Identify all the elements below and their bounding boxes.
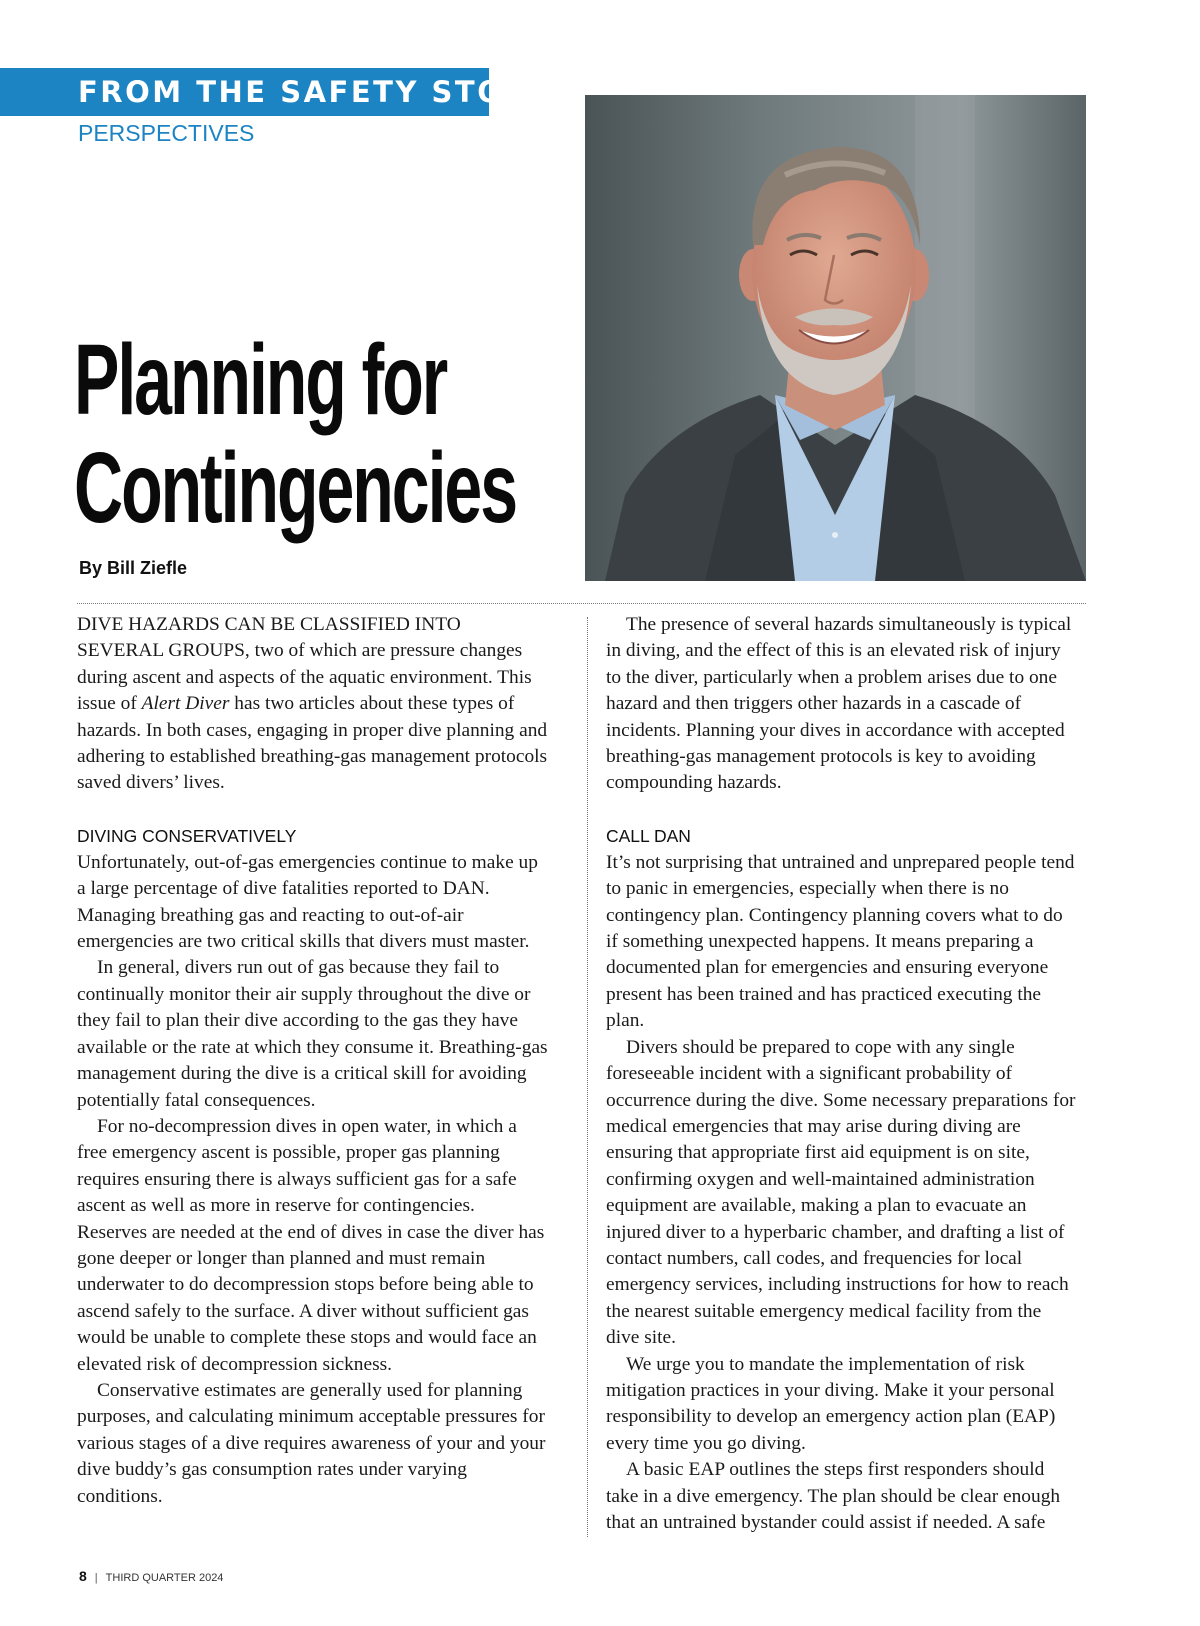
body-paragraph: For no-decompression dives in open water, in which a free emergency ascent is possible, proper gas planning requires ensuring there is always sufficient gas for a safe ascent as well as more in reserve for contingencies. Reserves are needed at the end of dives in case the diver has gone deeper or longer than planned and must remain underwater to do decompression stops before being able to ascend safely to the surface. A diver without sufficient gas would be unable to complete these stops and would face an elevated risk of decompression sickness. <box>77 1115 545 1375</box>
body-paragraph: Unfortunately, out-of-gas emergencies continue to make up a large percentage of dive fatalities reported to DAN. Managing breathing gas and reacting to out-of-air emergencies are two critical skills that divers must master. <box>77 851 538 953</box>
body-paragraph: Conservative estimates are generally used for planning purposes, and calculating minimum acceptable pressures for various stages of a dive requires awareness of your and your dive buddy’s gas consumption rates under varying conditions. <box>77 1379 546 1507</box>
column-divider <box>587 617 588 1537</box>
article-title <box>74 326 516 542</box>
article-title-line-1: Planning for <box>74 324 447 436</box>
page-number: 8 <box>79 1568 87 1584</box>
lead-paragraph <box>77 612 549 797</box>
magazine-name: Alert Diver <box>141 693 230 715</box>
body-paragraph: We urge you to mandate the implementation of risk mitigation practices in your diving. Make it your personal responsibility to develop an emergency action plan (EAP) every time you go diving. <box>606 1353 1056 1454</box>
lead-text-1: two of which are pressure changes during ascent and aspects of the aquatic environment. This issue of <box>77 640 532 715</box>
right-column <box>606 612 1078 1536</box>
section-sublabel: PERSPECTIVES <box>78 120 255 146</box>
body-paragraph: A basic EAP outlines the steps first responders should take in a dive emergency. The plan should be clear enough that an untrained bystander could assist if needed. A safe <box>606 1459 1061 1533</box>
byline: By Bill Ziefle <box>79 558 188 578</box>
section-banner: FROM THE SAFETY STOP <box>0 68 489 116</box>
author-photo <box>585 95 1086 581</box>
page-footer <box>79 1568 223 1584</box>
lead-text-2: has two articles about these types of hazards. In both cases, engaging in proper dive planning and adhering to established breathing-gas management protocols saved divers’ lives. <box>77 693 548 794</box>
left-column <box>77 612 549 1510</box>
body-paragraph: Divers should be prepared to cope with any single foreseeable incident with a significant probability of occurrence during the dive. Some necessary preparations for medical emergencies that may arise during diving are ensuring that appropriate first aid equipment is on site, confirming oxygen and well-maintained administration equipment are available, making a plan to evacuate an injured diver to a hyperbaric chamber, and drafting a list of contact numbers, call codes, and frequencies for local emergency services, including instructions for how to reach the nearest suitable emergency medical facility from the dive site. <box>606 1036 1076 1349</box>
portrait-illustration <box>585 95 1086 581</box>
title-divider <box>77 603 1086 604</box>
article-title-line-2: Contingencies <box>74 432 516 544</box>
body-paragraph: It’s not surprising that untrained and unprepared people tend to panic in emergencies, especially when there is no contingency plan. Contingency planning covers what to do if something unexpected happens. It means preparing a documented plan for emergencies and ensuring everyone present has been trained and has practiced executing the plan. <box>606 851 1075 1032</box>
subhead-diving-conservatively: DIVING CONSERVATIVELY <box>77 825 297 846</box>
body-paragraph: The presence of several hazards simultaneously is typical in diving, and the effect of this is an elevated risk of injury to the diver, particularly when a problem arises due to one hazard and then triggers other hazards in a cascade of incidents. Planning your dives in accordance with accepted breathing-gas management protocols is key to avoiding compounding hazards. <box>606 614 1072 794</box>
body-paragraph: In general, divers run out of gas because they fail to continually monitor their air supply throughout the dive or they fail to plan their dive according to the gas they have available or the rate at which they consume it. Breathing-gas management during the dive is a critical skill for avoiding potentially fatal consequences. <box>77 957 548 1111</box>
footer-separator: | <box>94 1572 98 1584</box>
issue-label: THIRD QUARTER 2024 <box>105 1572 224 1584</box>
lead-caps: DIVE HAZARDS CAN BE CLASSIFIED INTO SEVERAL GROUPS, <box>77 614 461 662</box>
subhead-call-dan: CALL DAN <box>606 825 691 846</box>
